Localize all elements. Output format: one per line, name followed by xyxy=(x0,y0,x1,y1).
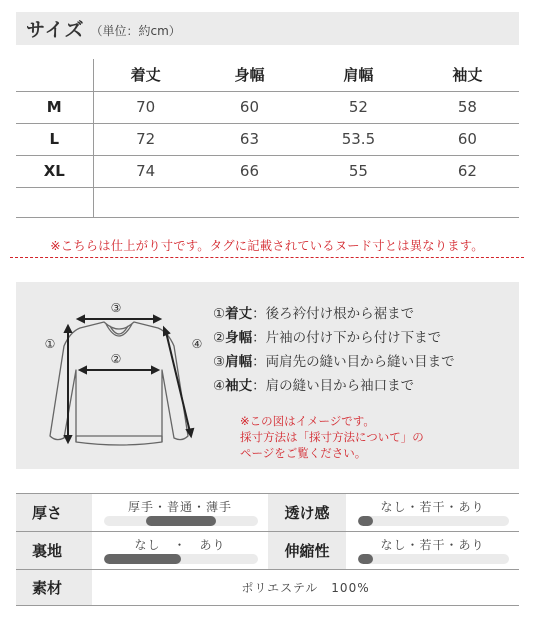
empty-cell xyxy=(301,187,416,217)
stretch-scale-bar xyxy=(358,554,509,564)
table-row xyxy=(16,123,519,155)
empty-table-row xyxy=(16,187,519,217)
table-cell: 53.5 xyxy=(341,130,376,148)
transparency-scale-text: なし・若干・あり xyxy=(380,500,485,514)
empty-cell xyxy=(93,187,198,217)
marker-length: ① xyxy=(44,337,56,351)
shirt-illustration xyxy=(40,296,210,456)
thickness-scale-bar xyxy=(104,516,258,526)
lining-scale-fill xyxy=(104,554,181,564)
column-header-width: 身幅 xyxy=(234,66,265,85)
table-cell: 60 xyxy=(239,98,259,116)
row-header-size: L xyxy=(16,123,93,155)
sleeve-measure-line xyxy=(166,332,190,432)
table-cell: 72 xyxy=(136,130,156,148)
attr-row-thickness xyxy=(16,494,519,532)
marker-shoulder: ③ xyxy=(110,301,122,315)
empty-cell xyxy=(198,187,301,217)
size-notice: ※こちらは仕上がり寸です。タグに記載されているヌード寸とは異なります。 xyxy=(50,239,484,253)
transparency-label: 透け感 xyxy=(268,494,346,531)
column-header-shoulder: 肩幅 xyxy=(343,66,374,85)
material-value: ポリエステル 100% xyxy=(241,581,370,595)
row-header-size: XL xyxy=(16,155,93,187)
thickness-scale xyxy=(92,494,268,531)
diagram-note-line: ページをご覧ください。 xyxy=(240,446,367,460)
column-header-sleeve: 袖丈 xyxy=(452,66,483,85)
diagram-note xyxy=(240,413,424,461)
size-table xyxy=(16,59,519,218)
table-cell: 55 xyxy=(348,162,368,180)
table-row xyxy=(16,91,519,123)
notice-divider xyxy=(10,257,524,258)
size-table-header-row xyxy=(16,59,519,91)
fabric-attributes-table xyxy=(16,493,519,606)
diagram-note-line: ※この図はイメージです。 xyxy=(240,414,375,428)
table-cell: 63 xyxy=(239,130,259,148)
attr-row-material xyxy=(16,570,519,606)
row-header-size: M xyxy=(16,91,93,123)
thickness-scale-text: 厚手・普通・薄手 xyxy=(127,500,232,514)
diagram-note-line: 採寸方法は「採寸方法について」の xyxy=(240,430,424,444)
legend-item-width: ②身幅：片袖の付け下から付け下まで xyxy=(213,330,442,346)
legend-item-sleeve: ④袖丈：肩の縫い目から袖口まで xyxy=(213,378,415,394)
table-row xyxy=(16,155,519,187)
empty-cell xyxy=(16,187,93,217)
size-unit: （単位：約cm） xyxy=(90,23,181,38)
material-label: 素材 xyxy=(16,570,92,605)
size-table-corner xyxy=(16,59,93,91)
measurement-legend xyxy=(213,302,455,398)
lining-scale-bar xyxy=(104,554,258,564)
marker-width: ② xyxy=(110,352,122,366)
table-cell: 66 xyxy=(239,162,259,180)
legend-item-length: ①着丈：後ろ衿付け根から裾まで xyxy=(213,306,415,322)
stretch-scale xyxy=(346,532,519,569)
thickness-label: 厚さ xyxy=(16,494,92,531)
size-header xyxy=(16,12,519,45)
legend-item-shoulder: ③肩幅：両肩先の縫い目から縫い目まで xyxy=(213,354,455,370)
table-cell: 58 xyxy=(457,98,477,116)
lining-label: 裏地 xyxy=(16,532,92,569)
empty-cell xyxy=(416,187,519,217)
marker-sleeve: ④ xyxy=(191,337,203,351)
attr-row-lining xyxy=(16,532,519,570)
transparency-scale-fill xyxy=(358,516,373,526)
stretch-label: 伸縮性 xyxy=(268,532,346,569)
table-cell: 62 xyxy=(457,162,477,180)
measurement-diagram xyxy=(16,282,519,469)
thickness-scale-fill xyxy=(146,516,215,526)
transparency-scale-bar xyxy=(358,516,509,526)
size-title: サイズ xyxy=(26,19,85,41)
transparency-scale xyxy=(346,494,519,531)
stretch-scale-text: なし・若干・あり xyxy=(380,538,485,552)
column-header-length: 着丈 xyxy=(130,66,161,85)
lining-scale xyxy=(92,532,268,569)
table-cell: 60 xyxy=(457,130,477,148)
table-cell: 70 xyxy=(136,98,156,116)
table-cell: 74 xyxy=(136,162,156,180)
stretch-scale-fill xyxy=(358,554,373,564)
lining-scale-text: なし ・ あり xyxy=(134,538,226,552)
table-cell: 52 xyxy=(348,98,368,116)
